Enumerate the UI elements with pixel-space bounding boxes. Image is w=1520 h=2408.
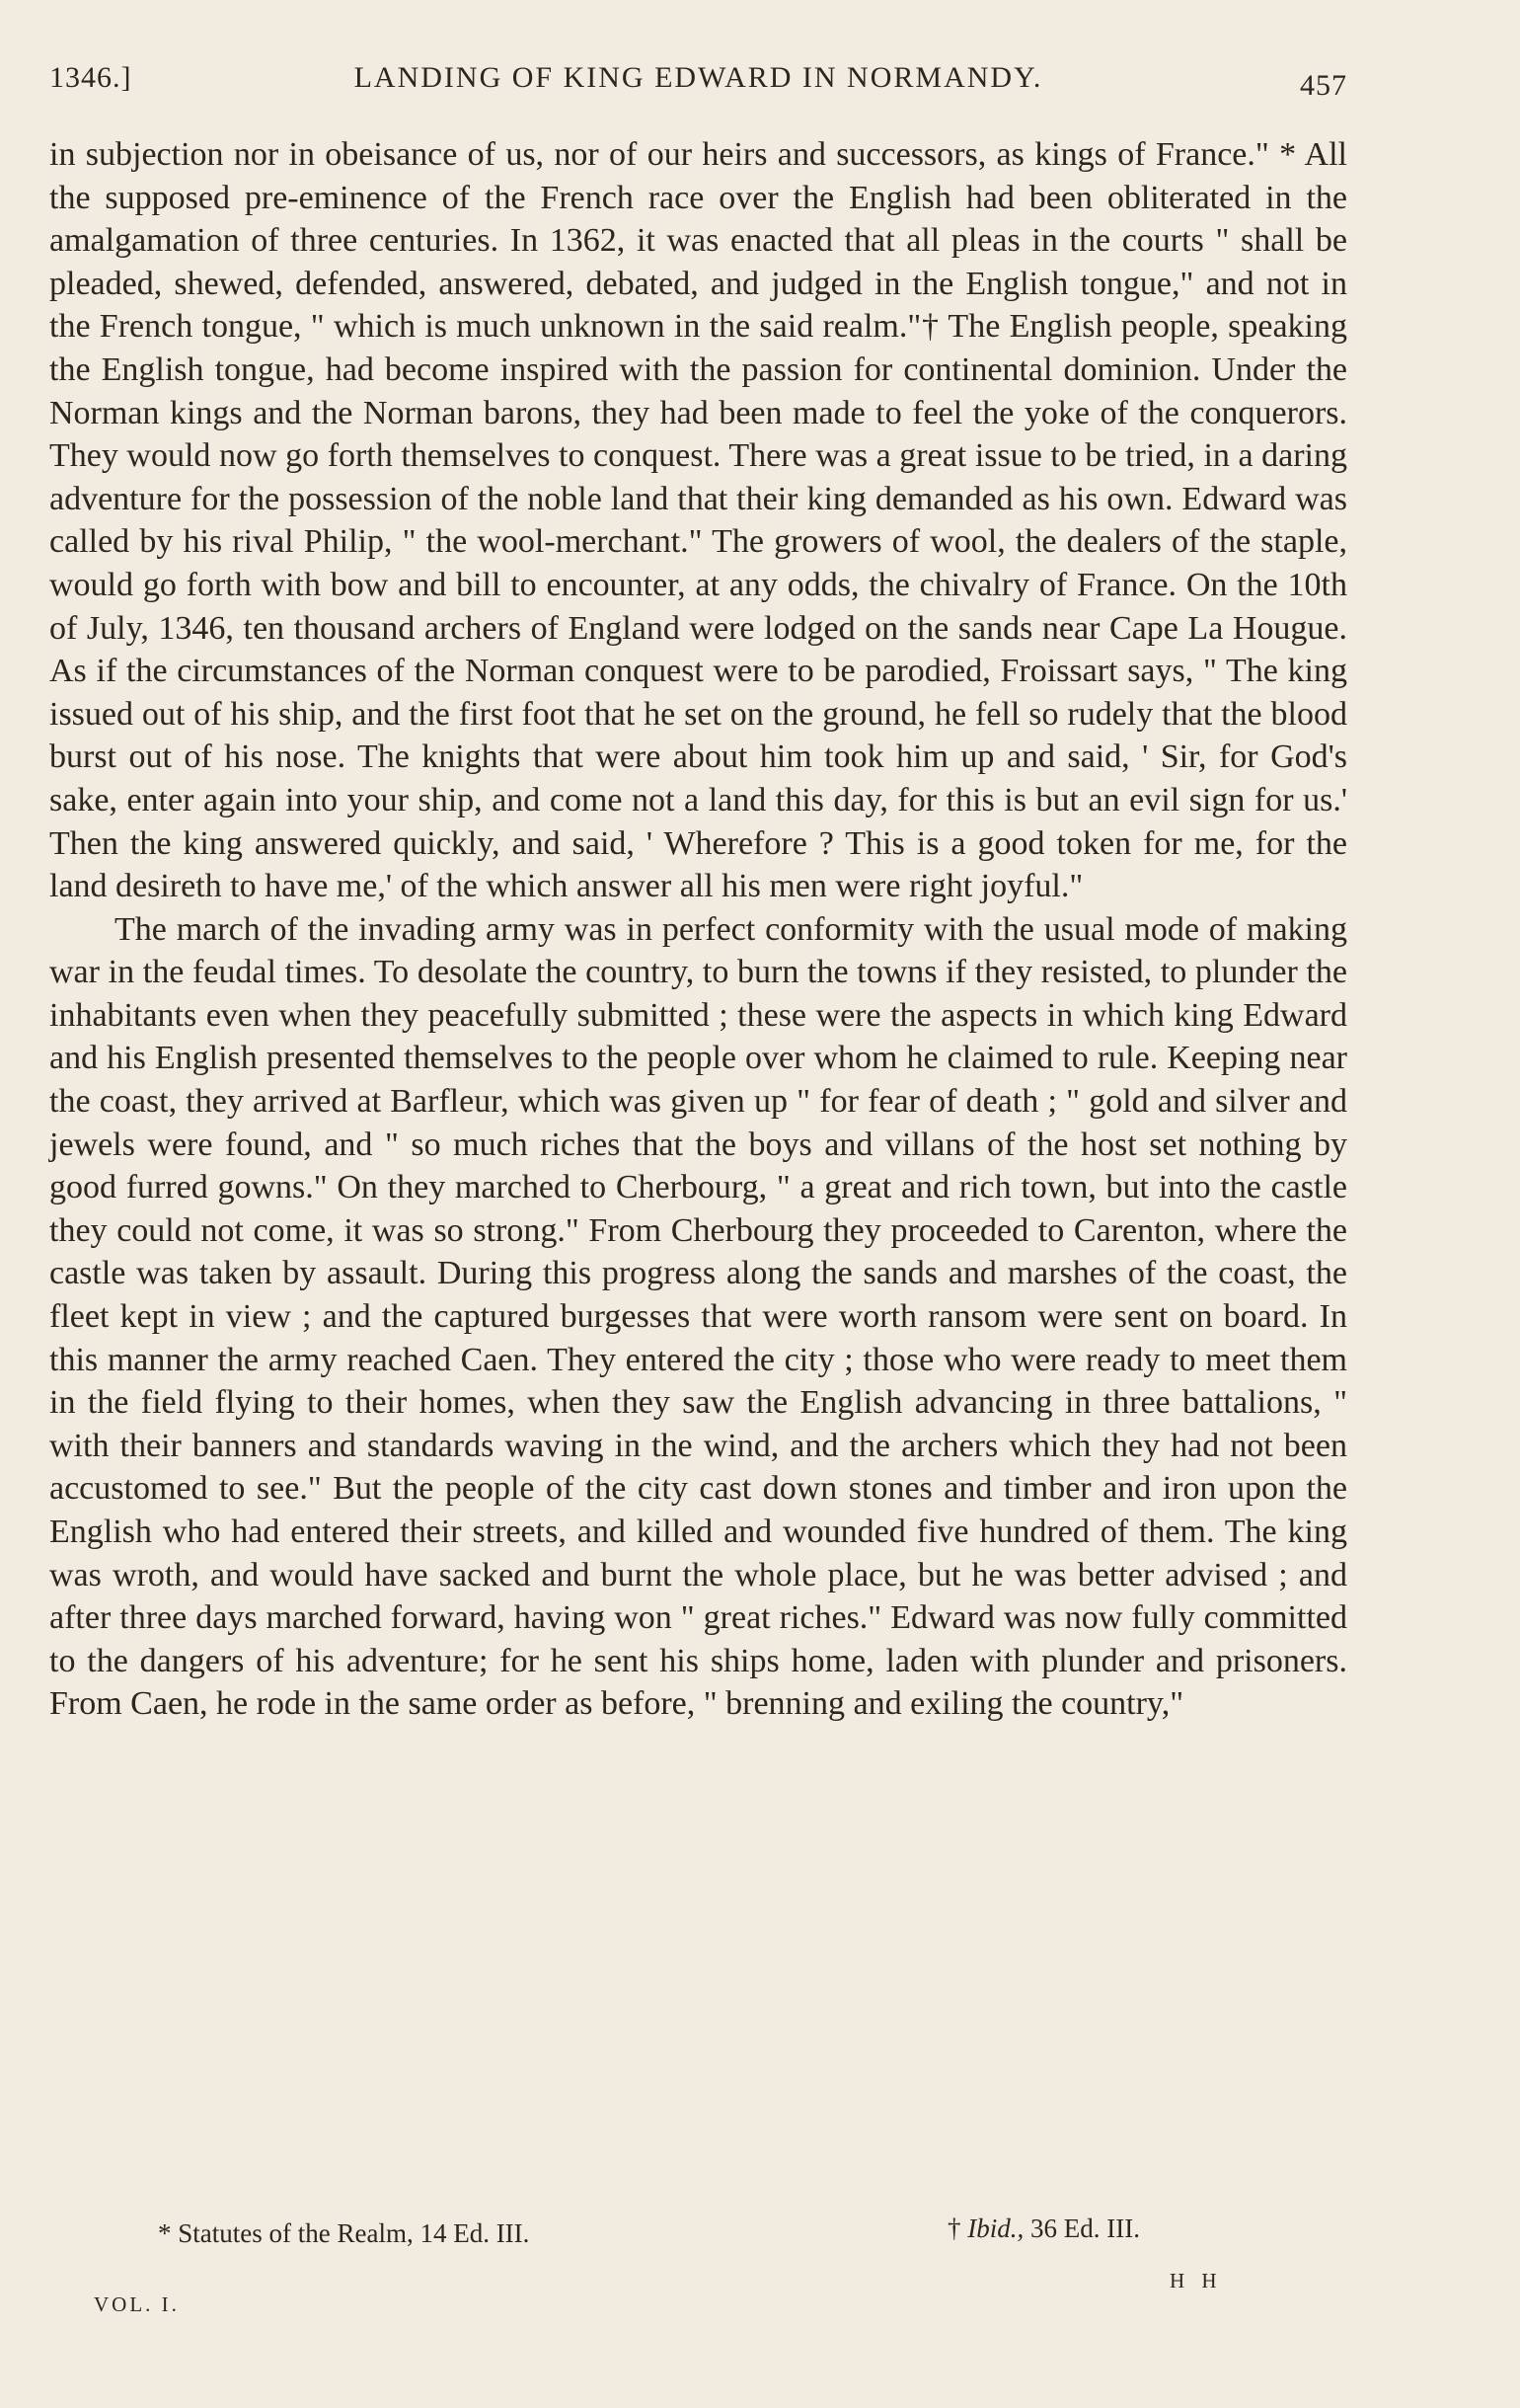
header-year: 1346.] [49, 61, 132, 94]
page-number: 457 [1300, 69, 1347, 102]
paragraph-2: The march of the invading army was in perfect conformity with the usual mode of making war in the feudal times. To desolate the country, to burn the towns if they resisted, to plunder the inhabitants even when they peacefully submitted ; these were the aspects in which king Edward and his English presented themselves to the people over whom he claimed to rule. Keeping near the coast, they arrived at Barfleur, which was given up " for fear of death ; " gold and silver and jewels were found, and " so much riches that the boys and villans of the host set nothing by good furred gowns." On they marched to Cherbourg, " a great and rich town, but into the castle they could not come, it was so strong." From Cherbourg they proceeded to Carenton, where the castle was taken by assault. During this progress along the sands and marshes of the coast, the fleet kept in view ; and the captured burgesses that were worth ransom were sent on board. In this manner the army reached Caen. They entered the city ; those who were ready to meet them in the field flying to their homes, when they saw the English advancing in three battalions, " with their banners and standards waving in the wind, and the archers which they had not been accustomed to see." But the people of the city cast down stones and timber and iron upon the English who had entered their streets, and killed and wounded five hundred of them. The king was wroth, and would have sacked and burnt the whole place, but he was better advised ; and after three days marched forward, having won " great riches." Edward was now fully committed to the dangers of his adventure; for he sent his ships home, laden with plunder and prisoners. From Caen, he rode in the same order as before, " brenning and exiling the country," [49, 910, 1347, 1723]
footnote-dagger-text: 36 Ed. III. [1030, 2214, 1140, 2243]
paragraph-1: in subjection nor in obeisance of us, nor of our heirs and successors, as kings of France." * All the supposed pre-eminence of the French race over the English had been obliterated in the amalgamation of three centuries. In 1362, it was enacted that all pleas in the courts " shall be pleaded, shewed, defended, answered, debated, and judged in the English tongue," and not in the French tongue, " which is much unknown in the said realm."† The English people, speaking the English tongue, had become inspired with the passion for continental dominion. Under the Norman kings and the Norman barons, they had been made to feel the yoke of the conquerors. They would now go forth themselves to conquest. There was a great issue to be tried, in a daring adventure for the possession of the noble land that their king demanded as his own. Edward was called by his rival Philip, " the wool-merchant." The growers of wool, the dealers of the staple, would go forth with bow and bill to encounter, at any odds, the chivalry of France. On the 10th of July, 1346, ten thousand archers of England were lodged on the sands near Cape La Hougue. As if the circumstances of the Norman conquest were to be parodied, Froissart says, " The king issued out of his ship, and the first foot that he set on the ground, he fell so rudely that the blood burst out of his nose. The knights that were about him took him up and said, ' Sir, for God's sake, enter again into your ship, and come not a land this day, for this is but an evil sign for us.' Then the king answered quickly, and said, ' Wherefore ? This is a good token for me, for the land desireth to have me,' of the which answer all his men were right joyful." [49, 136, 1347, 905]
footnote-dagger [948, 2214, 1140, 2244]
header-title: LANDING OF KING EDWARD IN NORMANDY. [353, 61, 1043, 94]
printer-signature: H H [1170, 2269, 1223, 2292]
footnote-star: * Statutes of the Realm, 14 Ed. III. [158, 2218, 530, 2248]
volume-mark: VOL. I. [94, 2292, 180, 2316]
footnotes [49, 2214, 1347, 2263]
body-text [49, 133, 1347, 1726]
running-header [49, 61, 1347, 111]
footnote-dagger-mark: † [948, 2214, 961, 2243]
footnote-ibid: Ibid., [967, 2214, 1025, 2243]
